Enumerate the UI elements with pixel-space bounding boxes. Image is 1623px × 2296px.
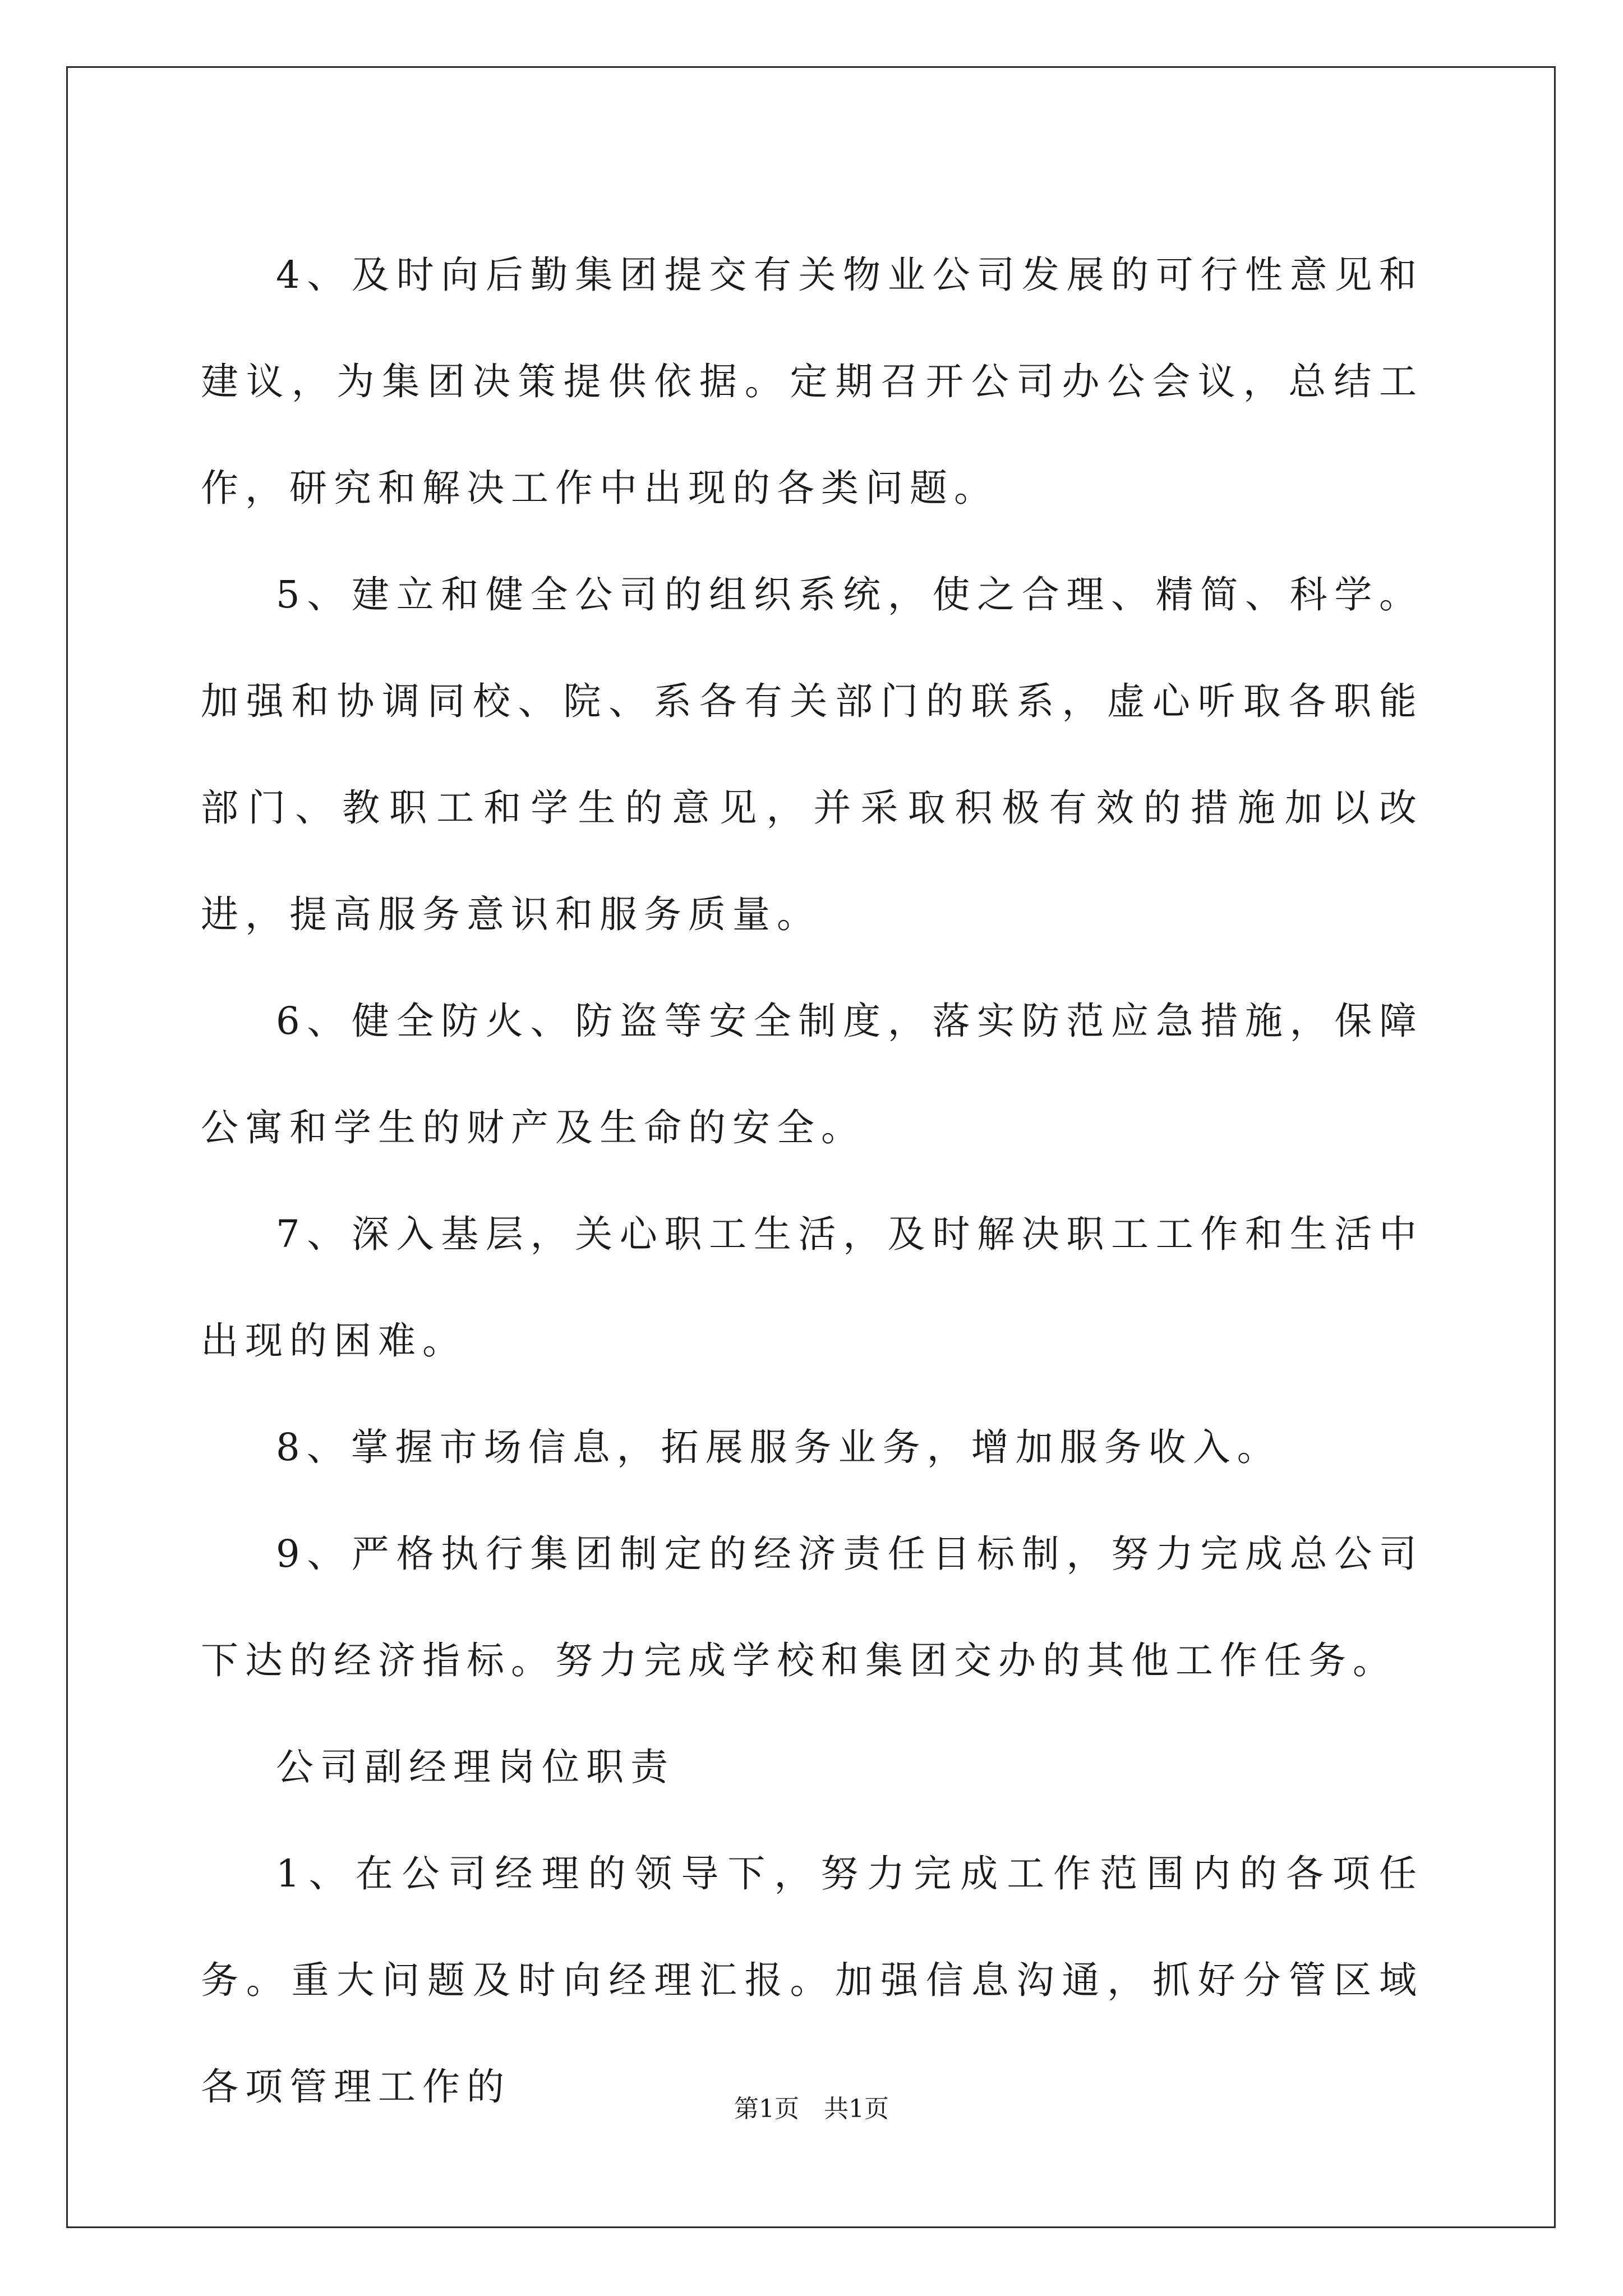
section-heading-deputy-manager: 公司副经理岗位职责	[276, 1745, 675, 1789]
paragraph-deputy-item-1: 1、在公司经理的领导下，努力完成工作范围内的各项任务。重大问题及时向经理汇报。加强信息沟通，抓好分管区域各项管理工作的	[201, 1852, 1423, 2109]
paragraph-item-6: 6、健全防火、防盗等安全制度，落实防范应急措施，保障公寓和学生的财产及生命的安全。	[201, 999, 1423, 1149]
paragraph-item-8: 8、掌握市场信息，拓展服务业务，增加服务收入。	[276, 1425, 1281, 1469]
paragraph-item-7: 7、深入基层，关心职工生活，及时解决职工工作和生活中出现的困难。	[201, 1212, 1423, 1363]
document-body	[201, 222, 1423, 2140]
page-footer: 第1页 共1页	[734, 2095, 889, 2123]
paragraph-item-4: 4、及时向后勤集团提交有关物业公司发展的可行性意见和建议，为集团决策提供依据。定期召开公司办公会议，总结工作，研究和解决工作中出现的各类问题。	[201, 253, 1423, 510]
paragraph-item-5: 5、建立和健全公司的组织系统，使之合理、精简、科学。加强和协调同校、院、系各有关部门的联系，虚心听取各职能部门、教职工和学生的意见，并采取积极有效的措施加以改进，提高服务意识和服务质量。	[201, 573, 1423, 936]
paragraph-item-9: 9、严格执行集团制定的经济责任目标制，努力完成总公司下达的经济指标。努力完成学校和集团交办的其他工作任务。	[201, 1532, 1423, 1682]
